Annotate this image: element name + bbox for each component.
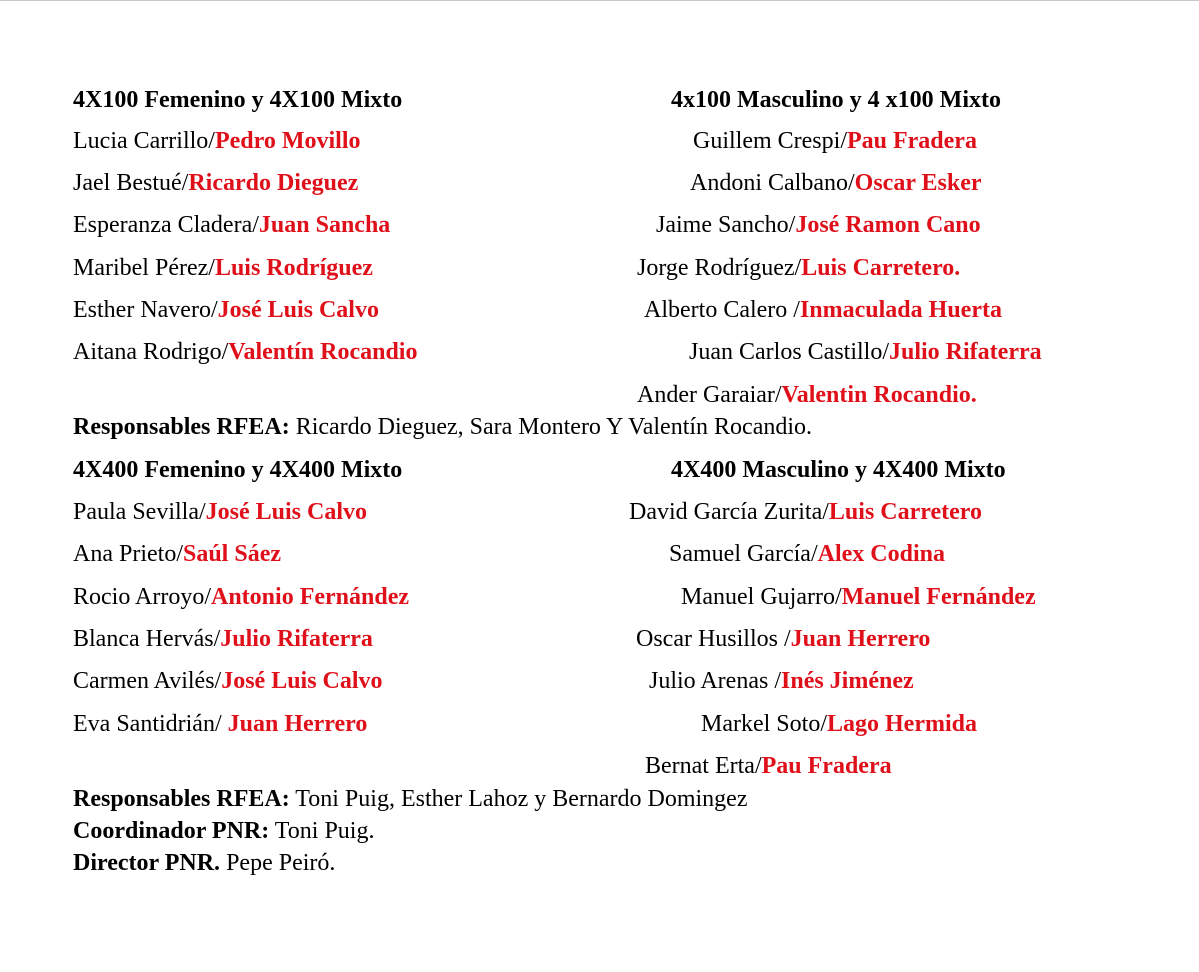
list-item bbox=[637, 254, 960, 282]
top-divider bbox=[0, 0, 1199, 1]
responsables-label: Responsables RFEA: bbox=[73, 414, 290, 440]
coach-name: Alex Codina bbox=[817, 541, 945, 567]
relay-100-men-header: 4x100 Masculino y 4 x100 Mixto bbox=[671, 87, 1001, 113]
athlete-name: Samuel García/ bbox=[669, 541, 818, 567]
list-item bbox=[629, 498, 982, 526]
responsables-names: Toni Puig, Esther Lahoz y Bernardo Domingez bbox=[289, 786, 748, 812]
list-item bbox=[73, 296, 379, 324]
athlete-name: Markel Soto/ bbox=[701, 711, 827, 737]
responsables-400 bbox=[73, 785, 747, 813]
coach-name: Julio Rifaterra bbox=[889, 339, 1042, 365]
coach-name: Juan Herrero bbox=[227, 711, 368, 737]
coach-name: José Ramon Cano bbox=[795, 212, 981, 238]
relay-100-women-header: 4X100 Femenino y 4X100 Mixto bbox=[73, 87, 403, 113]
list-item bbox=[637, 381, 977, 409]
list-item bbox=[73, 338, 417, 366]
list-item bbox=[73, 169, 358, 197]
coach-name: Luis Carretero bbox=[828, 499, 983, 525]
athlete-name: Aitana Rodrigo/ bbox=[73, 339, 229, 365]
coordinador-line bbox=[73, 817, 374, 845]
coach-name: Oscar Esker bbox=[854, 170, 982, 196]
list-item bbox=[73, 667, 383, 695]
athlete-name: Manuel Gujarro/ bbox=[681, 584, 842, 610]
list-item bbox=[73, 127, 361, 155]
athlete-name: Guillem Crespi/ bbox=[693, 128, 847, 154]
coach-name: Ricardo Dieguez bbox=[188, 170, 359, 196]
coach-name: Valentin Rocandio. bbox=[781, 382, 977, 408]
athlete-name: Ana Prieto/ bbox=[73, 541, 183, 567]
list-item bbox=[689, 338, 1042, 366]
director-label: Director PNR. bbox=[73, 850, 221, 876]
athlete-name: Juan Carlos Castillo/ bbox=[689, 339, 889, 365]
athlete-name: David García Zurita/ bbox=[629, 499, 829, 525]
list-item bbox=[656, 211, 981, 239]
coach-name: Saúl Sáez bbox=[182, 541, 281, 567]
responsables-label: Responsables RFEA: bbox=[73, 786, 290, 812]
coach-name: Lago Hermida bbox=[827, 711, 977, 737]
responsables-names: Ricardo Dieguez, Sara Montero Y Valentín Rocandio. bbox=[289, 414, 813, 440]
coordinador-name: Toni Puig. bbox=[269, 818, 375, 844]
coordinador-label: Coordinador PNR: bbox=[73, 818, 270, 844]
coach-name: Pedro Movillo bbox=[214, 128, 361, 154]
coach-name: Inés Jiménez bbox=[781, 668, 914, 694]
list-item bbox=[645, 752, 892, 780]
athlete-name: Esther Navero/ bbox=[73, 297, 218, 323]
relay-400-women-header: 4X400 Femenino y 4X400 Mixto bbox=[73, 457, 403, 483]
athlete-name: Bernat Erta/ bbox=[645, 753, 762, 779]
athlete-name: Carmen Avilés/ bbox=[73, 668, 222, 694]
athlete-name: Esperanza Cladera/ bbox=[73, 212, 259, 238]
relay-400-men-header: 4X400 Masculino y 4X400 Mixto bbox=[671, 457, 1006, 483]
list-item bbox=[690, 169, 982, 197]
list-item bbox=[693, 127, 977, 155]
list-item bbox=[73, 254, 373, 282]
coach-name: Manuel Fernández bbox=[841, 584, 1036, 610]
athlete-name: Andoni Calbano/ bbox=[690, 170, 855, 196]
list-item bbox=[681, 583, 1036, 611]
coach-name: José Luis Calvo bbox=[205, 499, 368, 525]
coach-name: Luis Carretero. bbox=[801, 255, 961, 281]
list-item bbox=[73, 540, 281, 568]
coach-name: José Luis Calvo bbox=[217, 297, 379, 323]
athlete-name: Jaime Sancho/ bbox=[656, 212, 796, 238]
athlete-name: Eva Santidrián/ bbox=[73, 711, 228, 737]
list-item bbox=[649, 667, 914, 695]
athlete-name: Rocio Arroyo/ bbox=[73, 584, 211, 610]
coach-name: Luis Rodríguez bbox=[214, 255, 373, 281]
coach-name: José Luis Calvo bbox=[221, 668, 383, 694]
athlete-name: Lucia Carrillo/ bbox=[73, 128, 215, 154]
director-name: Pepe Peiró. bbox=[220, 850, 336, 876]
list-item bbox=[73, 498, 367, 526]
athlete-name: Jorge Rodríguez/ bbox=[637, 255, 802, 281]
list-item bbox=[73, 710, 367, 738]
list-item bbox=[701, 710, 977, 738]
list-item bbox=[73, 625, 373, 653]
coach-name: Pau Fradera bbox=[761, 753, 892, 779]
coach-name: Pau Fradera bbox=[846, 128, 977, 154]
athlete-name: Maribel Pérez/ bbox=[73, 255, 215, 281]
coach-name: Juan Herrero bbox=[790, 626, 931, 652]
list-item bbox=[669, 540, 945, 568]
director-line bbox=[73, 849, 335, 877]
athlete-name: Paula Sevilla/ bbox=[73, 499, 206, 525]
coach-name: Inmaculada Huerta bbox=[799, 297, 1002, 323]
coach-name: Valentín Rocandio bbox=[228, 339, 418, 365]
athlete-name: Alberto Calero / bbox=[644, 297, 800, 323]
list-item bbox=[636, 625, 930, 653]
athlete-name: Jael Bestué/ bbox=[73, 170, 189, 196]
list-item bbox=[73, 211, 390, 239]
athlete-name: Julio Arenas / bbox=[649, 668, 781, 694]
responsables-100 bbox=[73, 413, 812, 441]
list-item bbox=[73, 583, 409, 611]
coach-name: Julio Rifaterra bbox=[220, 626, 373, 652]
list-item bbox=[644, 296, 1002, 324]
athlete-name: Ander Garaiar/ bbox=[637, 382, 782, 408]
coach-name: Antonio Fernández bbox=[211, 584, 409, 610]
athlete-name: Oscar Husillos / bbox=[636, 626, 791, 652]
coach-name: Juan Sancha bbox=[258, 212, 391, 238]
athlete-name: Blanca Hervás/ bbox=[73, 626, 221, 652]
